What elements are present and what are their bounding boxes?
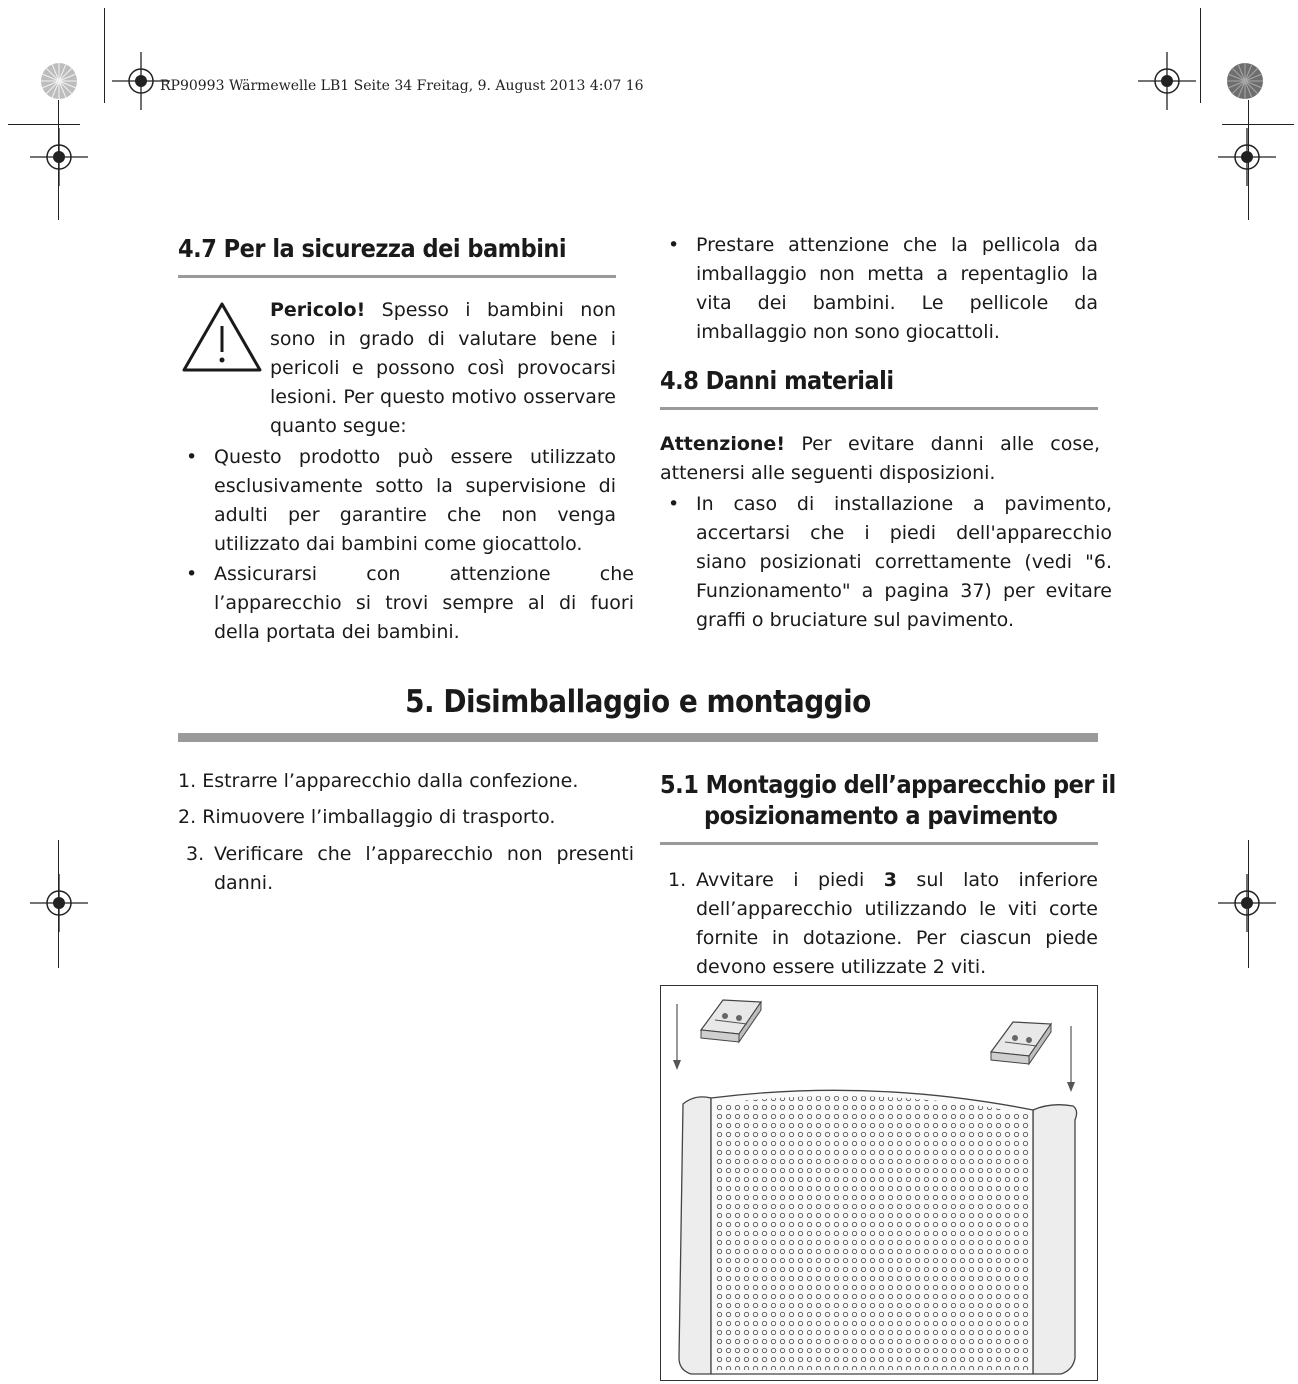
- caution-label: Attenzione!: [660, 433, 785, 455]
- bullet-text: Questo prodotto può essere utilizzato esclusivamente sotto la supervisione di adulti per garantire che non venga utilizzato dai bambini come giocattolo.: [214, 446, 616, 555]
- bullet-text: Prestare attenzione che la pellicola da imballaggio non metta a repentaglio la vita dei bambini. Le pellicole da imballaggio non sono giocattoli.: [696, 234, 1098, 343]
- step-text: Verificare che l’apparecchio non presenti danni.: [214, 843, 634, 894]
- step-number: 1.: [178, 770, 197, 792]
- registration-mark-icon: [1218, 874, 1276, 932]
- section-rule: [660, 407, 1098, 410]
- list-item: [178, 767, 618, 796]
- caution-text: Per evitare danni alle cose, attenersi alle seguenti disposizioni.: [660, 433, 1100, 484]
- list-item: [178, 803, 618, 832]
- section-4-7-title: 4.7 Per la sicurezza dei bambini: [178, 234, 567, 263]
- color-wheel-light-icon: [40, 62, 78, 100]
- section-rule: [660, 842, 1098, 845]
- list-item: [660, 490, 1112, 635]
- bullet-dot: •: [668, 234, 680, 256]
- warning-label: Pericolo!: [270, 299, 366, 321]
- step-text: Estrarre l’apparecchio dalla confezione.: [202, 770, 579, 792]
- list-item: [178, 560, 634, 647]
- heater-assembly-icon: [661, 986, 1097, 1380]
- step-number: 2.: [178, 806, 197, 828]
- section-5-1-title-line2: posizionamento a pavimento: [704, 801, 1058, 830]
- warning-triangle-icon: [180, 300, 264, 374]
- step-bold-ref: 3: [883, 869, 897, 891]
- registration-mark-icon: [1138, 52, 1196, 110]
- figure-frame: [660, 985, 1098, 1381]
- registration-mark-icon: [30, 874, 88, 932]
- list-item: [178, 840, 634, 898]
- step-text: sul lato inferiore dell’apparecchio utilizzando le viti corte fornite in dotazione. Per ciascun piede devono essere utilizzate 2 viti.: [696, 869, 1098, 978]
- step-text: Rimuovere l’imballaggio di trasporto.: [202, 806, 556, 828]
- color-wheel-dark-icon: [1226, 62, 1264, 100]
- print-slug: RP90993 Wärmewelle LB1 Seite 34 Freitag, 9. August 2013 4:07 16: [160, 78, 644, 94]
- section-rule: [178, 275, 616, 278]
- bullet-dot: •: [186, 446, 198, 468]
- section-5-title: 5. Disimballaggio e montaggio: [405, 684, 871, 720]
- list-item: [178, 443, 616, 559]
- bullet-dot: •: [186, 563, 198, 585]
- bullet-text: In caso di installazione a pavimento, accertarsi che i piedi dell'apparecchio siano posizionati correttamente (vedi "6. Funzionamento" a pagina 37) per evitare graffi o bruciature sul pavimento.: [696, 493, 1112, 631]
- section-5-1-title-line1: 5.1 Montaggio dell’apparecchio per il: [660, 770, 1116, 799]
- list-item: [660, 866, 1098, 982]
- registration-mark-icon: [30, 128, 88, 186]
- list-item: [660, 231, 1098, 347]
- step-text: Avvitare i piedi: [696, 869, 884, 891]
- warning-text: Spesso i bambini non sono in grado di valutare bene i pericoli e possono così provocarsi lesioni. Per questo motivo osservare quanto segue:: [270, 299, 616, 437]
- step-number: 3.: [186, 843, 205, 865]
- warning-paragraph: [270, 296, 616, 441]
- section-rule: [178, 733, 1098, 742]
- step-number: 1.: [668, 869, 687, 891]
- bullet-text: Assicurarsi con attenzione che l’apparecchio si trovi sempre al di fuori della portata dei bambini.: [214, 563, 634, 643]
- registration-mark-icon: [1218, 128, 1276, 186]
- caution-paragraph: [660, 430, 1100, 488]
- bullet-dot: •: [668, 493, 680, 515]
- section-4-8-title: 4.8 Danni materiali: [660, 366, 894, 395]
